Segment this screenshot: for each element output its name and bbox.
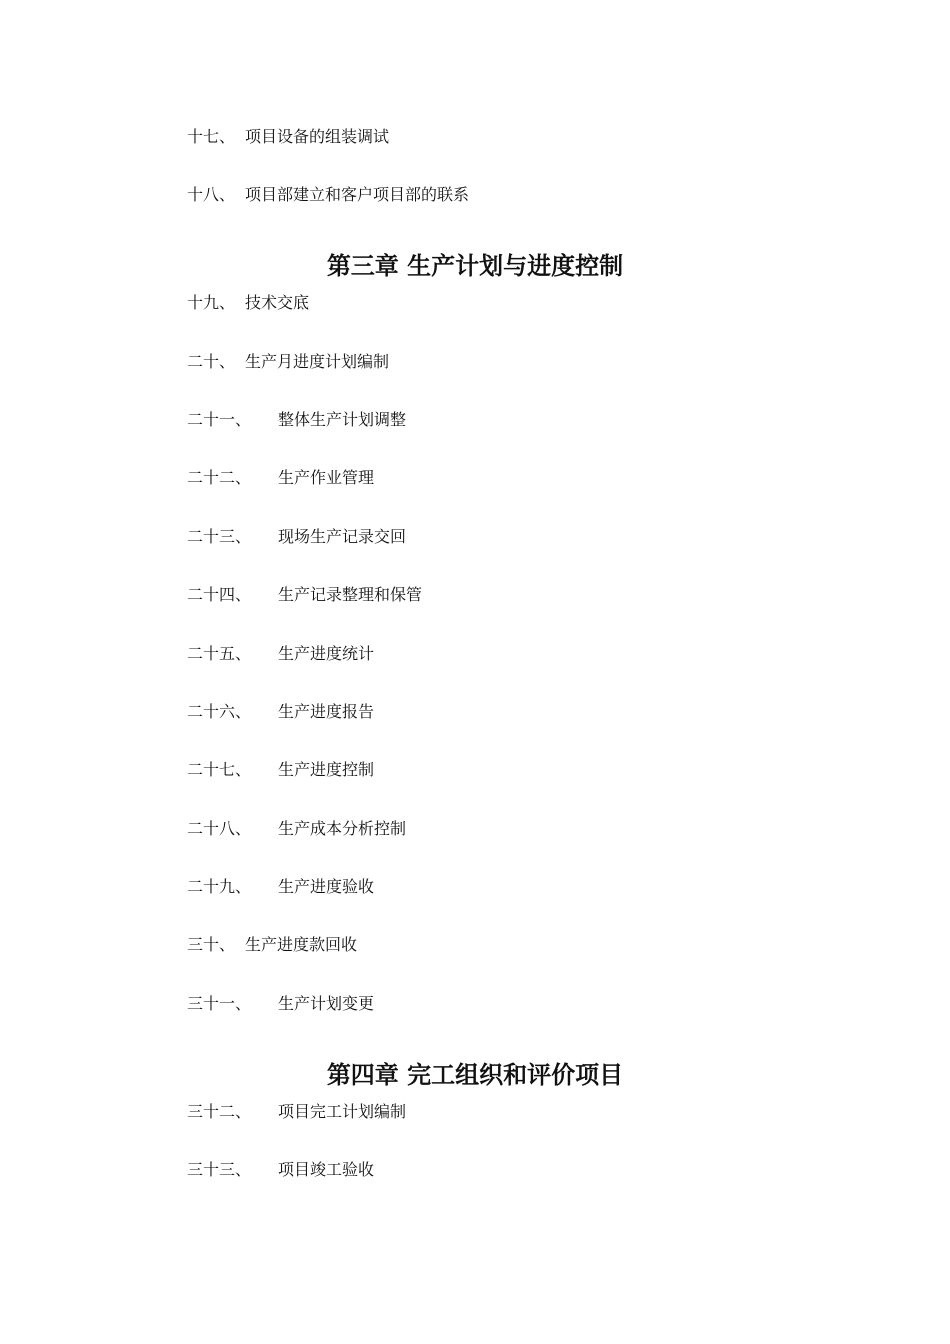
list-item: [187, 817, 406, 841]
item-text: 生产进度报告: [278, 702, 375, 721]
item-text: 项目设备的组装调试: [245, 127, 390, 146]
item-text: 项目部建立和客户项目部的联系: [245, 185, 470, 204]
list-item: [187, 1100, 406, 1124]
list-item: [187, 642, 374, 666]
item-text: 项目竣工验收: [278, 1160, 375, 1179]
item-number: 二十六、: [187, 702, 252, 721]
list-item: [187, 933, 357, 957]
item-number: 二十四、: [187, 585, 252, 604]
item-text: 生产成本分析控制: [278, 819, 407, 838]
item-number: 三十、: [187, 935, 236, 954]
chapter-heading: 第四章 完工组织和评价项目: [326, 1060, 624, 1089]
item-text: 生产计划变更: [278, 994, 375, 1013]
item-text: 生产进度统计: [278, 644, 375, 663]
list-item: [187, 583, 422, 607]
item-number: 二十二、: [187, 468, 252, 487]
item-number: 三十二、: [187, 1102, 252, 1121]
item-number: 二十、: [187, 352, 236, 371]
list-item: [187, 700, 374, 724]
item-number: 二十八、: [187, 819, 252, 838]
item-number: 十九、: [187, 293, 236, 312]
list-item: [187, 1158, 374, 1182]
chapter-heading: 第三章 生产计划与进度控制: [326, 251, 624, 280]
list-item: [187, 183, 469, 207]
list-item: [187, 758, 374, 782]
item-text: 生产进度验收: [278, 877, 375, 896]
item-text: 整体生产计划调整: [278, 410, 407, 429]
item-number: 十七、: [187, 127, 236, 146]
item-text: 生产记录整理和保管: [278, 585, 423, 604]
list-item: [187, 125, 389, 149]
item-number: 二十九、: [187, 877, 252, 896]
item-text: 生产进度控制: [278, 760, 375, 779]
item-number: 十八、: [187, 185, 236, 204]
item-number: 二十一、: [187, 410, 252, 429]
item-number: 二十七、: [187, 760, 252, 779]
list-item: [187, 992, 374, 1016]
list-item: [187, 875, 374, 899]
item-text: 生产作业管理: [278, 468, 375, 487]
item-number: 三十一、: [187, 994, 252, 1013]
list-item: [187, 408, 406, 432]
list-item: [187, 525, 406, 549]
item-number: 二十五、: [187, 644, 252, 663]
item-number: 二十三、: [187, 527, 252, 546]
item-text: 技术交底: [245, 293, 310, 312]
list-item: [187, 466, 374, 490]
item-text: 生产月进度计划编制: [245, 352, 390, 371]
item-number: 三十三、: [187, 1160, 252, 1179]
item-text: 现场生产记录交回: [278, 527, 407, 546]
list-item: [187, 350, 389, 374]
list-item: [187, 291, 309, 315]
item-text: 项目完工计划编制: [278, 1102, 407, 1121]
item-text: 生产进度款回收: [245, 935, 358, 954]
